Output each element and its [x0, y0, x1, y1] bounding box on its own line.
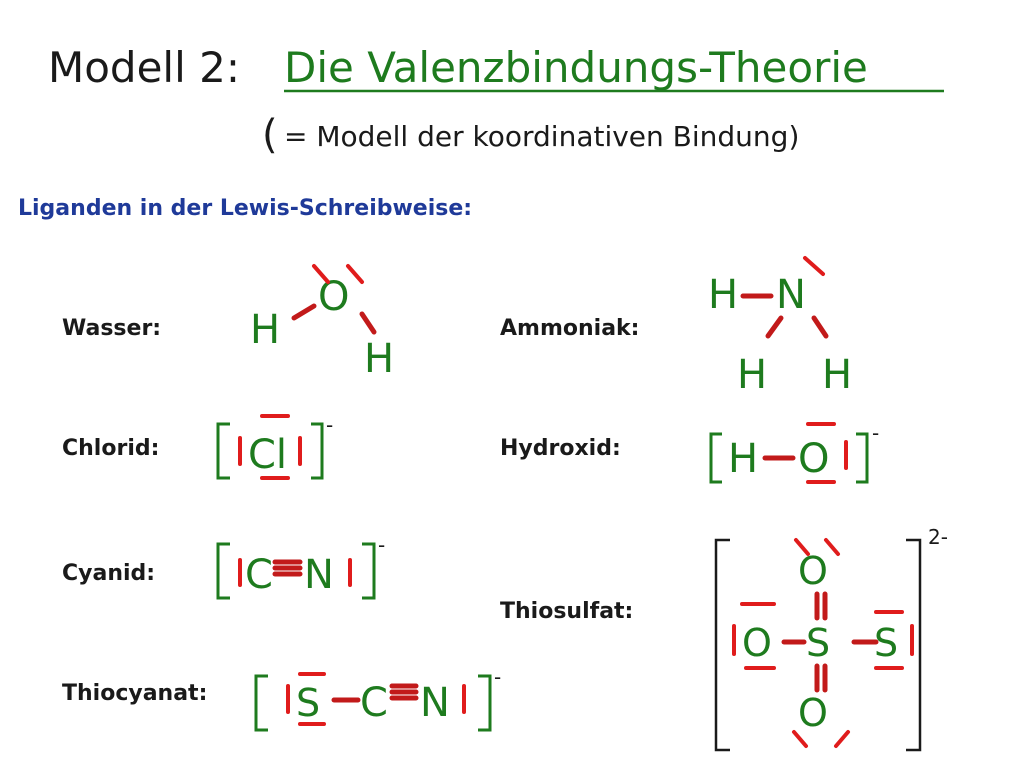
hydroxid-bracket-right	[856, 434, 867, 482]
thiosulfat-atom-s-center: S	[806, 621, 831, 665]
thiocyanat-atom-c: C	[360, 680, 388, 726]
hydroxid-atom-o: O	[798, 436, 830, 482]
thiocyanat-bracket-left	[256, 676, 268, 730]
section-heading: Liganden in der Lewis-Schreibweise:	[18, 196, 473, 221]
thiosulfat-bracket-left	[716, 540, 730, 750]
thiosulfat-charge: 2-	[928, 525, 948, 549]
wasser-bond-2	[362, 314, 374, 332]
label-thiocyanat: Thiocyanat:	[62, 681, 208, 706]
title-prefix: Modell 2:	[48, 43, 240, 92]
molecule-thiocyanat	[256, 665, 501, 730]
label-ammoniak: Ammoniak:	[500, 316, 640, 341]
thiosulfat-atom-s-right: S	[874, 621, 899, 665]
cyanid-bracket-right	[362, 544, 374, 598]
thiocyanat-charge: -	[494, 665, 502, 689]
hydroxid-charge: -	[872, 421, 880, 445]
title-link[interactable]: Die Valenzbindungs-Theorie	[284, 43, 868, 92]
cyanid-atom-n: N	[304, 552, 334, 598]
subtitle: = Modell der koordinativen Bindung)	[284, 120, 800, 153]
ammoniak-bond-right	[814, 318, 826, 336]
subtitle-paren: (	[262, 112, 278, 158]
ammoniak-atom-h-right: H	[822, 352, 853, 398]
chlorid-atom-cl: Cl	[248, 432, 288, 478]
molecule-wasser	[250, 266, 394, 382]
hydroxid-atom-h: H	[728, 436, 759, 482]
label-hydroxid: Hydroxid:	[500, 436, 621, 461]
cyanid-atom-c: C	[245, 552, 273, 598]
molecule-ammoniak	[708, 258, 852, 398]
thiosulfat-atom-o-top: O	[798, 549, 828, 593]
thiosulfat-atom-o-left: O	[742, 621, 772, 665]
ammoniak-atom-h-left: H	[737, 352, 768, 398]
thiocyanat-bracket-right	[478, 676, 490, 730]
ammoniak-bond-left	[768, 318, 781, 336]
wasser-bond-1	[294, 306, 314, 318]
label-cyanid: Cyanid:	[62, 561, 156, 586]
cyanid-charge: -	[378, 533, 386, 557]
chlorid-bracket-left	[218, 424, 230, 478]
hydroxid-bracket-left	[711, 434, 722, 482]
wasser-atom-o: O	[318, 274, 350, 320]
label-wasser: Wasser:	[62, 316, 162, 341]
thiocyanat-atom-s: S	[296, 681, 321, 725]
thiosulfat-lp-o-bottom-r	[836, 732, 848, 746]
ammoniak-atom-h-top: H	[708, 272, 739, 318]
wasser-atom-h2: H	[364, 336, 395, 382]
label-chlorid: Chlorid:	[62, 436, 160, 461]
molecule-cyanid	[218, 533, 385, 598]
molecule-thiosulfat	[716, 525, 948, 750]
chlorid-bracket-right	[311, 424, 322, 478]
thiocyanat-atom-n: N	[420, 680, 450, 726]
chlorid-charge: -	[326, 413, 334, 437]
molecule-chlorid	[218, 413, 333, 478]
wasser-atom-h1: H	[250, 307, 281, 353]
thiosulfat-atom-o-bottom: O	[798, 691, 828, 735]
ammoniak-lone-pair	[805, 258, 823, 274]
molecule-hydroxid	[711, 421, 879, 482]
wasser-lone-pair-2	[348, 266, 362, 282]
label-thiosulfat: Thiosulfat:	[500, 599, 634, 624]
ammoniak-atom-n: N	[776, 272, 806, 318]
cyanid-bracket-left	[218, 544, 230, 598]
